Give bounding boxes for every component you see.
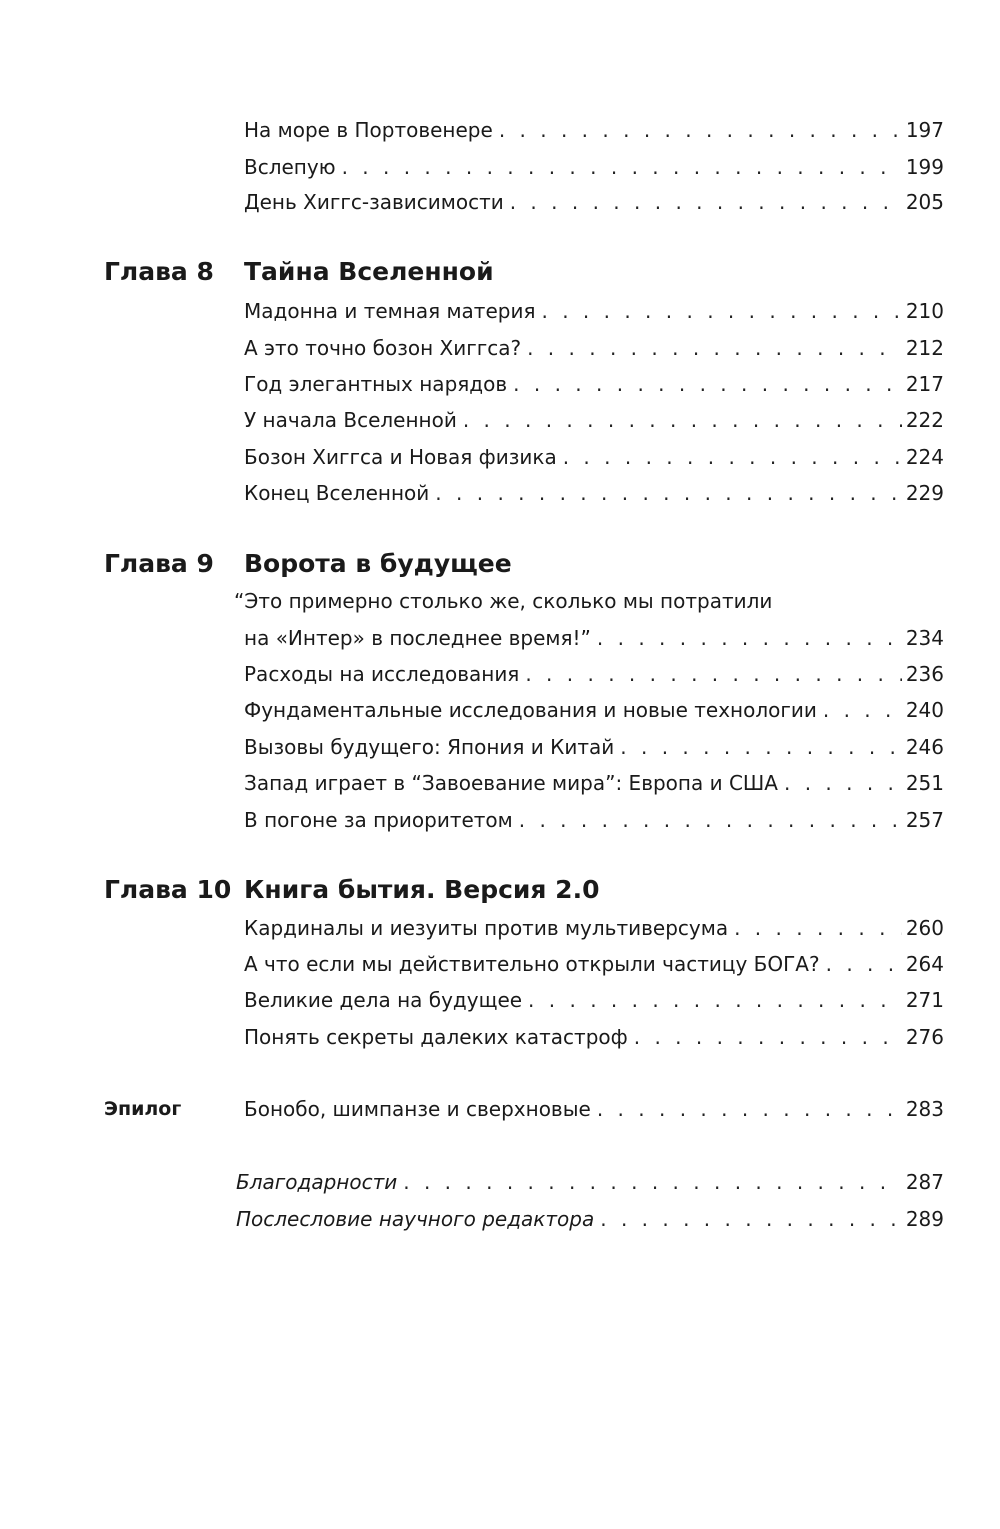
- toc-entry-title: Бонобо, шимпанзе и сверхновые: [244, 1097, 591, 1121]
- dot-leader: [600, 1204, 902, 1234]
- toc-entry-page: 260: [905, 916, 944, 940]
- toc-entry-page: 199: [905, 155, 944, 179]
- toc-entry-page: 240: [905, 698, 944, 722]
- toc-entry-page: 234: [905, 626, 944, 650]
- chapter-title: Ворота в будущее: [244, 549, 512, 578]
- dot-leader: [463, 405, 902, 435]
- toc-entry-page: 210: [905, 299, 944, 323]
- epilogue-label: Эпилог: [104, 1098, 182, 1120]
- toc-entry: [244, 732, 944, 762]
- toc-entry-page: 264: [905, 952, 944, 976]
- toc-entry: [244, 369, 944, 399]
- toc-entry-page: 222: [905, 408, 944, 432]
- toc-entry-page: 257: [905, 808, 944, 832]
- toc-entry-title: А это точно бозон Хиггса?: [244, 336, 522, 360]
- toc-entry-page: 212: [905, 336, 944, 360]
- toc-entry-title: Вызовы будущего: Япония и Китай: [244, 735, 615, 759]
- toc-entry-page: 197: [905, 118, 944, 142]
- toc-entry-page: 289: [905, 1207, 944, 1231]
- toc-entry: [244, 115, 944, 145]
- dot-leader: [597, 623, 902, 653]
- toc-entry-page: 246: [905, 735, 944, 759]
- chapter-title: Тайна Вселенной: [244, 257, 494, 286]
- toc-entry-title: Благодарности: [236, 1170, 398, 1194]
- dot-leader: [823, 695, 902, 725]
- toc-entry-page: 217: [905, 372, 944, 396]
- toc-entry-title: А что если мы действительно открыли частицу БОГА?: [244, 952, 820, 976]
- dot-leader: [435, 478, 902, 508]
- toc-entry-title: Год элегантных нарядов: [244, 372, 508, 396]
- toc-entry: [244, 695, 944, 725]
- dot-leader: [634, 1022, 902, 1052]
- toc-entry-title: Бозон Хиггса и Новая физика: [244, 445, 557, 469]
- toc-entry: [244, 442, 944, 472]
- dot-leader: [563, 442, 902, 472]
- toc-entry-back-matter: [236, 1204, 944, 1234]
- toc-entry-title: Послесловие научного редактора: [236, 1207, 595, 1231]
- toc-entry-title: В погоне за приоритетом: [244, 808, 513, 832]
- toc-entry-title: День Хиггс-зависимости: [244, 190, 504, 214]
- dot-leader: [510, 187, 902, 217]
- dot-leader: [525, 659, 901, 689]
- toc-entry: [244, 187, 944, 217]
- toc-entry-back-matter: [236, 1167, 944, 1197]
- toc-entry-page: 271: [905, 988, 944, 1012]
- dot-leader: [342, 152, 902, 182]
- dot-leader: [527, 333, 902, 363]
- toc-entry: [244, 478, 944, 508]
- toc-entry-title: на «Интер» в последнее время!”: [244, 626, 591, 650]
- toc-entry-title: Великие дела на будущее: [244, 988, 523, 1012]
- dot-leader: [541, 296, 901, 326]
- toc-entry-page: 224: [905, 445, 944, 469]
- toc-entry-title: Расходы на исследования: [244, 662, 520, 686]
- toc-entry-title: Мадонна и темная материя: [244, 299, 536, 323]
- toc-entry: [244, 949, 944, 979]
- toc-entry: [244, 805, 944, 835]
- dot-leader: [519, 805, 902, 835]
- toc-entry: [244, 1022, 944, 1052]
- toc-entry: [244, 296, 944, 326]
- dot-leader: [597, 1094, 902, 1124]
- toc-entry-page: 251: [905, 771, 944, 795]
- toc-entry: [244, 333, 944, 363]
- toc-entry-title: Кардиналы и иезуиты против мультиверсума: [244, 916, 729, 940]
- toc-entry: [244, 405, 944, 435]
- dot-leader: [403, 1167, 902, 1197]
- dot-leader: [734, 913, 902, 943]
- toc-entry-title: Конец Вселенной: [244, 481, 430, 505]
- toc-entry-epilogue: [244, 1094, 944, 1124]
- toc-entry: [244, 768, 944, 798]
- toc-entry-page: 205: [905, 190, 944, 214]
- toc-entry-title: Запад играет в “Завоевание мира”: Европа и США: [244, 771, 778, 795]
- dot-leader: [826, 949, 902, 979]
- chapter-label: Глава 8: [104, 257, 214, 286]
- toc-entry: [244, 913, 944, 943]
- dot-leader: [620, 732, 902, 762]
- toc-entry-title: На море в Портовенере: [244, 118, 493, 142]
- toc-entry: [244, 623, 944, 653]
- toc-entry-page: 283: [905, 1097, 944, 1121]
- chapter-label: Глава 10: [104, 875, 232, 904]
- toc-entry-title: У начала Вселенной: [244, 408, 457, 432]
- toc-entry-first-line: “Это примерно столько же, сколько мы потратили: [234, 589, 773, 613]
- toc-entry-page: 229: [905, 481, 944, 505]
- dot-leader: [513, 369, 902, 399]
- dot-leader: [528, 985, 902, 1015]
- toc-entry-title: Фундаментальные исследования и новые технологии: [244, 698, 817, 722]
- chapter-label: Глава 9: [104, 549, 214, 578]
- toc-entry-page: 236: [905, 662, 944, 686]
- toc-entry: [244, 659, 944, 689]
- toc-entry-title: Понять секреты далеких катастроф: [244, 1025, 628, 1049]
- toc-entry-page: 287: [905, 1170, 944, 1194]
- toc-entry-page: 276: [905, 1025, 944, 1049]
- chapter-title: Книга бытия. Версия 2.0: [244, 875, 600, 904]
- toc-entry: [244, 985, 944, 1015]
- dot-leader: [784, 768, 902, 798]
- toc-entry: [244, 152, 944, 182]
- dot-leader: [499, 115, 902, 145]
- toc-entry-title: Вслепую: [244, 155, 336, 179]
